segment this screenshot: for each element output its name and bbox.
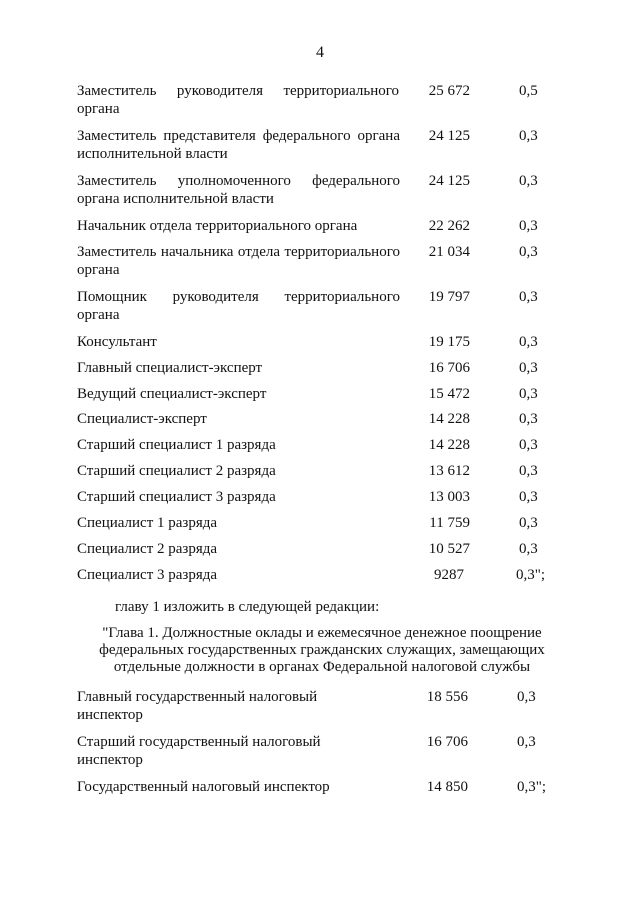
salary-value: 24 125 xyxy=(428,128,470,144)
salary-value: 13 612 xyxy=(428,463,470,479)
amendment-instruction: главу 1 изложить в следующей редакции: xyxy=(115,599,380,615)
coefficient-value: 0,3 xyxy=(519,386,538,402)
position-name: Специалист-эксперт xyxy=(77,411,207,427)
salary-value: 14 228 xyxy=(428,437,470,453)
coefficient-value: 0,5 xyxy=(519,83,538,99)
salary-value: 10 527 xyxy=(428,541,470,557)
salary-value: 25 672 xyxy=(428,83,470,99)
coefficient-value: 0,3 xyxy=(519,463,538,479)
salary-value: 22 262 xyxy=(428,218,470,234)
coefficient-value: 0,3 xyxy=(519,411,538,427)
coefficient-value: 0,3 xyxy=(519,437,538,453)
coefficient-value: 0,3"; xyxy=(516,567,546,583)
salary-value: 14 850 xyxy=(426,779,468,795)
position-name: Консультант xyxy=(77,334,157,350)
salary-value: 16 706 xyxy=(428,360,470,376)
position-name: Главный специалист-эксперт xyxy=(77,360,263,376)
position-name: Ведущий специалист-эксперт xyxy=(77,386,267,402)
salary-value: 9287 xyxy=(434,567,464,583)
position-name: Старший специалист 2 разряда xyxy=(77,463,276,479)
position-name: Старший специалист 1 разряда xyxy=(77,437,276,453)
salary-value: 19 175 xyxy=(428,334,470,350)
coefficient-value: 0,3 xyxy=(519,289,538,305)
coefficient-value: 0,3 xyxy=(519,244,538,260)
salary-value: 16 706 xyxy=(426,734,468,750)
coefficient-value: 0,3 xyxy=(517,734,536,750)
salary-value: 24 125 xyxy=(428,173,470,189)
position-name: Главный государственный налоговый инспектор xyxy=(77,689,318,723)
coefficient-value: 0,3 xyxy=(517,689,536,705)
position-name: Старший специалист 3 разряда xyxy=(77,489,276,505)
coefficient-value: 0,3 xyxy=(519,489,538,505)
salary-value: 18 556 xyxy=(426,689,468,705)
salary-value: 13 003 xyxy=(428,489,470,505)
position-name: Специалист 1 разряда xyxy=(77,515,218,531)
coefficient-value: 0,3 xyxy=(519,173,538,189)
coefficient-value: 0,3 xyxy=(519,128,538,144)
position-name: Заместитель начальника отдела территориального органа xyxy=(77,244,400,278)
coefficient-value: 0,3 xyxy=(519,541,538,557)
salary-value: 19 797 xyxy=(428,289,470,305)
position-name: Старший государственный налоговый инспектор xyxy=(77,734,321,768)
coefficient-value: 0,3"; xyxy=(517,779,547,795)
coefficient-value: 0,3 xyxy=(519,218,538,234)
coefficient-value: 0,3 xyxy=(519,334,538,350)
position-name: Помощник руководителя территориального органа xyxy=(77,289,400,323)
coefficient-value: 0,3 xyxy=(519,515,538,531)
position-name: Заместитель руководителя территориального органа xyxy=(77,83,399,117)
position-name: Заместитель представителя федерального органа исполнительной власти xyxy=(77,128,400,162)
salary-value: 21 034 xyxy=(428,244,470,260)
salary-value: 11 759 xyxy=(429,515,470,531)
salary-value: 15 472 xyxy=(428,386,470,402)
coefficient-value: 0,3 xyxy=(519,360,538,376)
position-name: Специалист 2 разряда xyxy=(77,541,218,557)
position-name: Заместитель уполномоченного федерального органа исполнительной власти xyxy=(77,173,400,207)
page-number: 4 xyxy=(316,44,324,61)
position-name: Начальник отдела территориального органа xyxy=(77,218,358,234)
position-name: Государственный налоговый инспектор xyxy=(77,779,330,795)
salary-value: 14 228 xyxy=(428,411,470,427)
chapter-heading: "Глава 1. Должностные оклады и ежемесячное денежное поощрение федеральных государственных гражданских служащих, замещающих отдельные должности в органах Федеральной налоговой службы xyxy=(99,625,545,675)
position-name: Специалист 3 разряда xyxy=(77,567,218,583)
